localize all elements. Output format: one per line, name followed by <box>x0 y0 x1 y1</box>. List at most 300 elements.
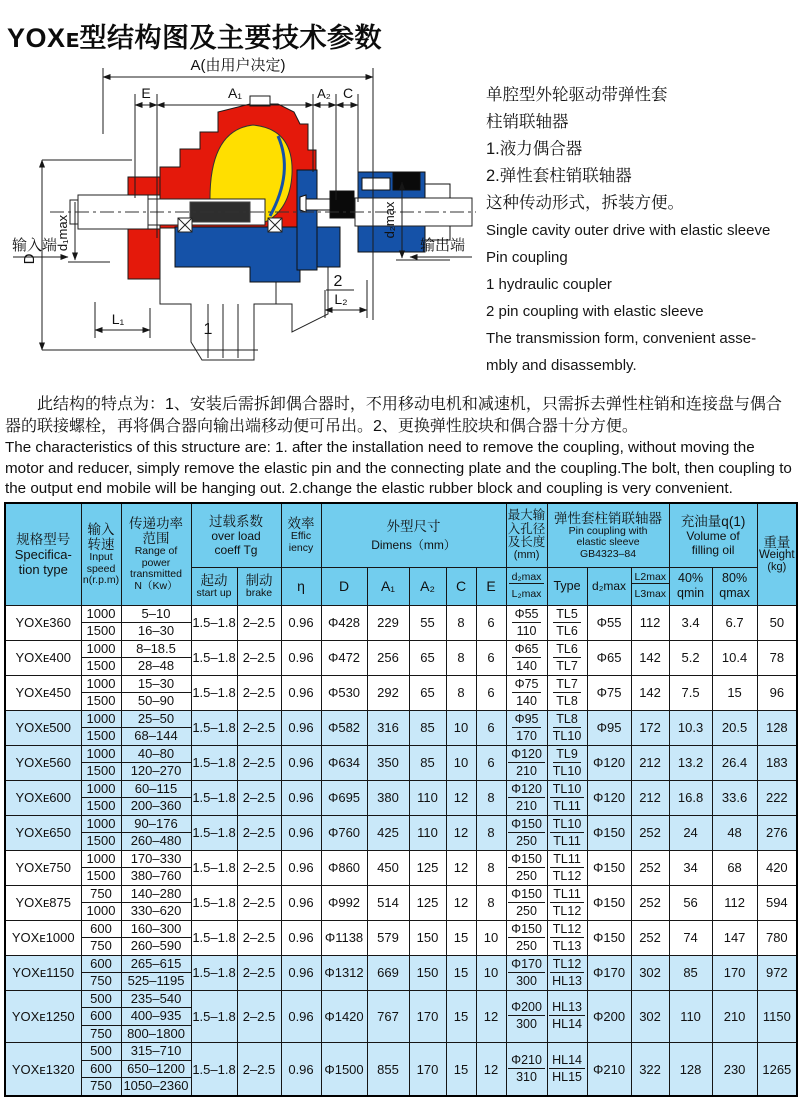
cell-dim-D: Φ428 <box>321 605 367 640</box>
power-range-value: 380–760 <box>122 867 191 885</box>
cell-oil-40: 128 <box>669 1043 712 1096</box>
cell-oil-80: 20.5 <box>712 710 757 745</box>
table-row <box>5 640 797 675</box>
power-range-value: 50–90 <box>122 692 191 710</box>
cell-efficiency: 0.96 <box>281 745 321 780</box>
col-weight: 重量 Weight (kg) <box>757 503 797 605</box>
cell-pin-d2max: Φ150 <box>587 815 631 850</box>
cell-powers <box>121 1043 191 1096</box>
cell-dim-C: 10 <box>446 745 476 780</box>
power-range-value: 140–280 <box>130 885 182 901</box>
cell-bore: Φ120 210 <box>506 780 547 815</box>
col-speed: 输入 转速 Input speed n(r.p.m) <box>81 503 121 605</box>
cell-speeds <box>81 850 121 885</box>
cell-pin-d2max: Φ150 <box>587 885 631 920</box>
cell-model: YOXᴇ560 <box>5 745 81 780</box>
power-range-value: 400–935 <box>122 1007 191 1025</box>
power-range-value: 16–30 <box>122 622 191 640</box>
cell-speeds <box>81 745 121 780</box>
cell-pin-d2max: Φ95 <box>587 710 631 745</box>
cell-dim-E: 8 <box>476 815 506 850</box>
cell-pin-l: 212 <box>631 745 669 780</box>
table-row <box>5 990 797 1043</box>
speed-value: 600 <box>82 1060 121 1078</box>
cell-pin-d2max: Φ150 <box>587 850 631 885</box>
cell-dim-A2: 110 <box>409 815 446 850</box>
col-D: D <box>321 567 367 605</box>
cell-pin-d2max: Φ210 <box>587 1043 631 1096</box>
cell-efficiency: 0.96 <box>281 955 321 990</box>
cell-start-coeff: 1.5–1.8 <box>191 605 237 640</box>
table-row <box>5 885 797 920</box>
structure-diagram <box>10 52 482 398</box>
cell-weight: 222 <box>757 780 797 815</box>
speed-value: 1500 <box>82 797 121 815</box>
power-range-value: 28–48 <box>122 657 191 675</box>
cell-bore: Φ120 210 <box>506 745 547 780</box>
cell-dim-A1: 855 <box>367 1043 409 1096</box>
cell-oil-40: 7.5 <box>669 675 712 710</box>
cell-dim-D: Φ1420 <box>321 990 367 1043</box>
coupling-cross-section <box>10 52 482 398</box>
cell-dim-E: 10 <box>476 920 506 955</box>
col-bore: 最大输 入孔径 及长度 (mm) <box>506 503 547 567</box>
cell-dim-C: 8 <box>446 675 476 710</box>
cell-model: YOXᴇ600 <box>5 780 81 815</box>
cell-dim-A2: 110 <box>409 780 446 815</box>
side-note-line: Single cavity outer drive with elastic sleeve <box>486 222 771 239</box>
cell-pin-d2max: Φ200 <box>587 990 631 1043</box>
cell-efficiency: 0.96 <box>281 850 321 885</box>
cell-oil-80: 170 <box>712 955 757 990</box>
power-range-value: 68–144 <box>122 727 191 745</box>
table-row <box>5 780 797 815</box>
cell-brake-coeff: 2–2.5 <box>237 605 281 640</box>
table-row <box>5 815 797 850</box>
cell-dim-A2: 125 <box>409 850 446 885</box>
table-row <box>5 675 797 710</box>
cell-speeds <box>81 920 121 955</box>
power-range-value: 1050–2360 <box>123 1078 189 1094</box>
speed-value: 1500 <box>82 727 121 745</box>
cell-pin-type: TL6 TL7 <box>547 640 587 675</box>
cell-pin-type: TL11 TL12 <box>547 885 587 920</box>
cell-pin-l: 142 <box>631 640 669 675</box>
cell-start-coeff: 1.5–1.8 <box>191 1043 237 1096</box>
cell-weight: 780 <box>757 920 797 955</box>
cell-dim-A2: 85 <box>409 745 446 780</box>
cell-powers <box>121 850 191 885</box>
cell-oil-40: 10.3 <box>669 710 712 745</box>
cell-dim-A2: 170 <box>409 1043 446 1096</box>
cell-speeds <box>81 815 121 850</box>
cell-pin-l: 112 <box>631 605 669 640</box>
speed-value: 750 <box>82 1025 121 1043</box>
speed-value: 1000 <box>86 675 116 691</box>
cell-dim-A1: 380 <box>367 780 409 815</box>
power-range-value: 265–615 <box>130 955 182 971</box>
cell-model: YOXᴇ400 <box>5 640 81 675</box>
features-paragraph <box>5 394 797 500</box>
cell-dim-E: 6 <box>476 710 506 745</box>
cell-brake-coeff: 2–2.5 <box>237 955 281 990</box>
cell-dim-A2: 65 <box>409 640 446 675</box>
col-pin-coupling: 弹性套柱销联轴器 Pin coupling with elastic sleeve GB4323–84 <box>547 503 669 567</box>
cell-powers <box>121 815 191 850</box>
cell-model: YOXᴇ1150 <box>5 955 81 990</box>
cell-speeds <box>81 640 121 675</box>
cell-oil-80: 147 <box>712 920 757 955</box>
power-range-value: 160–300 <box>130 920 182 936</box>
cell-oil-80: 10.4 <box>712 640 757 675</box>
cell-pin-type: TL8 TL10 <box>547 710 587 745</box>
cell-pin-l: 172 <box>631 710 669 745</box>
cell-start-coeff: 1.5–1.8 <box>191 990 237 1043</box>
cell-dim-D: Φ472 <box>321 640 367 675</box>
cell-brake-coeff: 2–2.5 <box>237 745 281 780</box>
cell-start-coeff: 1.5–1.8 <box>191 885 237 920</box>
cell-dim-C: 12 <box>446 780 476 815</box>
cell-speeds <box>81 605 121 640</box>
cell-bore: Φ150 250 <box>506 920 547 955</box>
col-bore-frac: d₂max L₂max <box>506 567 547 605</box>
power-range-value: 5–10 <box>141 605 171 621</box>
cell-pin-d2max: Φ55 <box>587 605 631 640</box>
cell-dim-A2: 125 <box>409 885 446 920</box>
speed-value: 1000 <box>86 745 116 761</box>
cell-oil-40: 56 <box>669 885 712 920</box>
col-efficiency: 效率 Effic iency <box>281 503 321 567</box>
side-note-line: Pin coupling <box>486 249 568 266</box>
cell-pin-l: 252 <box>631 920 669 955</box>
col-A2: A₂ <box>409 567 446 605</box>
cell-dim-C: 12 <box>446 850 476 885</box>
speed-value: 1000 <box>82 902 121 920</box>
cell-pin-type: HL14 HL15 <box>547 1043 587 1096</box>
cell-weight: 594 <box>757 885 797 920</box>
cell-dim-A2: 55 <box>409 605 446 640</box>
cell-brake-coeff: 2–2.5 <box>237 815 281 850</box>
cell-powers <box>121 745 191 780</box>
page-title: YOXᴇ型结构图及主要技术参数 <box>7 23 383 53</box>
cell-dim-D: Φ992 <box>321 885 367 920</box>
power-range-value: 40–80 <box>137 745 175 761</box>
cell-start-coeff: 1.5–1.8 <box>191 710 237 745</box>
cell-dim-C: 12 <box>446 885 476 920</box>
cell-start-coeff: 1.5–1.8 <box>191 780 237 815</box>
cell-dim-A2: 150 <box>409 955 446 990</box>
cell-pin-l: 212 <box>631 780 669 815</box>
speed-value: 1000 <box>86 605 116 621</box>
cell-dim-D: Φ1138 <box>321 920 367 955</box>
cell-speeds <box>81 990 121 1043</box>
features-en: The characteristics of this structure are: 1. after the installation need to remove the coupling, without moving the motor and reducer, simply remove the elastic pin and the connecting plate and the coupling.The bolt, then coupling to the output end mobile will be hanging out. 2.change the elastic rubber block and coupling is very convenient. <box>5 439 792 497</box>
cell-pin-d2max: Φ150 <box>587 920 631 955</box>
dim-d1max-label: d₁max <box>55 214 70 252</box>
cell-efficiency: 0.96 <box>281 815 321 850</box>
speed-value: 1500 <box>82 657 121 675</box>
speed-value: 600 <box>82 1007 121 1025</box>
cell-efficiency: 0.96 <box>281 640 321 675</box>
cell-speeds <box>81 955 121 990</box>
cell-efficiency: 0.96 <box>281 1043 321 1096</box>
cell-dim-C: 15 <box>446 920 476 955</box>
cell-brake-coeff: 2–2.5 <box>237 675 281 710</box>
cell-dim-C: 8 <box>446 640 476 675</box>
speed-value: 600 <box>90 955 112 971</box>
speed-value: 1000 <box>86 640 116 656</box>
cell-dim-D: Φ1312 <box>321 955 367 990</box>
power-range-value: 650–1200 <box>122 1060 191 1078</box>
cell-pin-type: TL12 HL13 <box>547 955 587 990</box>
cell-oil-80: 210 <box>712 990 757 1043</box>
col-pin-l23: L2max L3max <box>631 567 669 605</box>
power-range-value: 8–18.5 <box>136 640 176 656</box>
cell-pin-type: TL12 TL13 <box>547 920 587 955</box>
cell-weight: 420 <box>757 850 797 885</box>
speed-value: 750 <box>82 972 121 990</box>
side-note-line: 1 hydraulic coupler <box>486 276 612 293</box>
cell-dim-E: 6 <box>476 605 506 640</box>
table-row <box>5 1043 797 1096</box>
cell-powers <box>121 990 191 1043</box>
cell-model: YOXᴇ875 <box>5 885 81 920</box>
cell-powers <box>121 885 191 920</box>
side-note-line: 1.液力偶合器 <box>486 140 583 158</box>
cell-pin-l: 322 <box>631 1043 669 1096</box>
cell-brake-coeff: 2–2.5 <box>237 1043 281 1096</box>
cell-weight: 276 <box>757 815 797 850</box>
cell-dim-C: 15 <box>446 1043 476 1096</box>
cell-oil-40: 34 <box>669 850 712 885</box>
cell-speeds <box>81 1043 121 1096</box>
power-range-value: 800–1800 <box>122 1025 191 1043</box>
features-zh: 此结构的特点为：1、安装后需拆卸偶合器时，不用移动电机和减速机，只需拆去弹性柱销和连接盘与偶合器的联接螺栓，再将偶合器向输出端移动便可吊出。2、更换弹性胶块和偶合器十分方便。 <box>5 396 782 435</box>
col-pin-d2: d₂max <box>587 567 631 605</box>
cell-weight: 183 <box>757 745 797 780</box>
cell-dim-D: Φ1500 <box>321 1043 367 1096</box>
table-header <box>5 503 797 605</box>
dim-d2max-label: d₂max <box>382 201 397 239</box>
cell-model: YOXᴇ360 <box>5 605 81 640</box>
cell-dim-E: 6 <box>476 745 506 780</box>
side-note-line: The transmission form, convenient asse- <box>486 330 757 347</box>
cell-pin-d2max: Φ75 <box>587 675 631 710</box>
cell-powers <box>121 675 191 710</box>
speed-value: 1000 <box>86 780 116 796</box>
cell-dim-A1: 514 <box>367 885 409 920</box>
cell-efficiency: 0.96 <box>281 605 321 640</box>
side-note-line: 柱销联轴器 <box>486 113 569 131</box>
cell-brake-coeff: 2–2.5 <box>237 885 281 920</box>
power-range-value: 25–50 <box>137 710 175 726</box>
cell-oil-80: 15 <box>712 675 757 710</box>
cell-dim-E: 8 <box>476 780 506 815</box>
cell-pin-d2max: Φ120 <box>587 745 631 780</box>
table-row <box>5 920 797 955</box>
speed-value: 1500 <box>82 762 121 780</box>
cell-model: YOXᴇ1000 <box>5 920 81 955</box>
cell-pin-type: TL11 TL12 <box>547 850 587 885</box>
cell-model: YOXᴇ1250 <box>5 990 81 1043</box>
cell-bore: Φ55 110 <box>506 605 547 640</box>
cell-oil-80: 68 <box>712 850 757 885</box>
power-range-value: 15–30 <box>137 675 175 691</box>
speed-value: 500 <box>90 1043 112 1059</box>
table-row <box>5 745 797 780</box>
cell-dim-C: 12 <box>446 815 476 850</box>
cell-bore: Φ95 170 <box>506 710 547 745</box>
col-eta: η <box>281 567 321 605</box>
specification-table <box>4 502 798 1097</box>
cell-brake-coeff: 2–2.5 <box>237 990 281 1043</box>
cell-pin-l: 252 <box>631 815 669 850</box>
power-range-value: 60–115 <box>134 780 178 796</box>
cell-dim-A1: 669 <box>367 955 409 990</box>
cell-oil-40: 13.2 <box>669 745 712 780</box>
speed-value: 1000 <box>86 710 116 726</box>
cell-dim-A2: 85 <box>409 710 446 745</box>
col-overload: 过载系数 over load coeff Tg <box>191 503 281 567</box>
cell-oil-80: 6.7 <box>712 605 757 640</box>
cell-efficiency: 0.96 <box>281 885 321 920</box>
col-dimensions: 外型尺寸 Dimens（mm） <box>321 503 506 567</box>
cell-speeds <box>81 710 121 745</box>
cell-oil-40: 16.8 <box>669 780 712 815</box>
cell-bore: Φ200 300 <box>506 990 547 1043</box>
dim-d-label: D <box>21 253 38 265</box>
table-row <box>5 955 797 990</box>
cell-dim-E: 6 <box>476 675 506 710</box>
side-note-line: 2 pin coupling with elastic sleeve <box>486 303 704 320</box>
cell-dim-A1: 316 <box>367 710 409 745</box>
cell-start-coeff: 1.5–1.8 <box>191 675 237 710</box>
cell-model: YOXᴇ1320 <box>5 1043 81 1096</box>
cell-dim-A2: 65 <box>409 675 446 710</box>
speed-value: 750 <box>90 885 112 901</box>
part-2-label: 2 <box>333 273 343 290</box>
cell-weight: 972 <box>757 955 797 990</box>
speed-value: 750 <box>82 1077 121 1095</box>
speed-value: 600 <box>90 920 112 936</box>
speed-value: 750 <box>82 937 121 955</box>
cell-dim-D: Φ530 <box>321 675 367 710</box>
cell-pin-l: 302 <box>631 990 669 1043</box>
cell-powers <box>121 955 191 990</box>
cell-start-coeff: 1.5–1.8 <box>191 815 237 850</box>
speed-value: 1500 <box>82 692 121 710</box>
cell-weight: 1265 <box>757 1043 797 1096</box>
cell-model: YOXᴇ650 <box>5 815 81 850</box>
col-brake: 制动 brake <box>237 567 281 605</box>
cell-dim-E: 12 <box>476 1043 506 1096</box>
cell-start-coeff: 1.5–1.8 <box>191 920 237 955</box>
cell-dim-A1: 229 <box>367 605 409 640</box>
col-type: Type <box>547 567 587 605</box>
cell-dim-A1: 767 <box>367 990 409 1043</box>
cell-model: YOXᴇ450 <box>5 675 81 710</box>
spec-table-body <box>5 605 797 1096</box>
cell-oil-40: 85 <box>669 955 712 990</box>
cell-oil-80: 230 <box>712 1043 757 1096</box>
cell-efficiency: 0.96 <box>281 675 321 710</box>
cell-dim-E: 8 <box>476 885 506 920</box>
side-note-line: 2.弹性套柱销联轴器 <box>486 167 632 185</box>
input-end-label: 输入端 <box>12 237 58 254</box>
power-range-value: 170–330 <box>130 850 182 866</box>
cell-dim-A2: 170 <box>409 990 446 1043</box>
cell-bore: Φ170 300 <box>506 955 547 990</box>
cell-powers <box>121 710 191 745</box>
speed-value: 1500 <box>82 867 121 885</box>
speed-value: 500 <box>90 990 112 1006</box>
cell-powers <box>121 605 191 640</box>
power-range-value: 90–176 <box>134 815 178 831</box>
col-power: 传递功率 范围 Range of power transmitted N（Kw） <box>121 503 191 605</box>
cell-efficiency: 0.96 <box>281 780 321 815</box>
cell-pin-type: TL10 TL11 <box>547 780 587 815</box>
cell-pin-d2max: Φ120 <box>587 780 631 815</box>
cell-brake-coeff: 2–2.5 <box>237 850 281 885</box>
power-range-value: 260–590 <box>122 937 191 955</box>
cell-pin-d2max: Φ170 <box>587 955 631 990</box>
cell-start-coeff: 1.5–1.8 <box>191 640 237 675</box>
part-1-label: 1 <box>203 321 213 338</box>
cell-pin-l: 252 <box>631 885 669 920</box>
cell-oil-40: 5.2 <box>669 640 712 675</box>
cell-pin-type: TL10 TL11 <box>547 815 587 850</box>
dim-a2-label: A₂ <box>317 86 331 101</box>
col-start: 起动 start up <box>191 567 237 605</box>
power-range-value: 260–480 <box>122 832 191 850</box>
cell-start-coeff: 1.5–1.8 <box>191 745 237 780</box>
dim-a1-label: A₁ <box>227 85 243 101</box>
col-q80: 80% qmax <box>712 567 757 605</box>
speed-value: 1500 <box>82 622 121 640</box>
table-row <box>5 710 797 745</box>
side-note-line: 这种传动形式，拆装方便。 <box>486 194 684 212</box>
col-C: C <box>446 567 476 605</box>
cell-pin-l: 252 <box>631 850 669 885</box>
spec-table <box>4 502 798 1097</box>
col-A1: A₁ <box>367 567 409 605</box>
cell-bore: Φ210 310 <box>506 1043 547 1096</box>
col-q40: 40% qmin <box>669 567 712 605</box>
cell-bore: Φ150 250 <box>506 815 547 850</box>
cell-oil-40: 24 <box>669 815 712 850</box>
cell-start-coeff: 1.5–1.8 <box>191 850 237 885</box>
cell-powers <box>121 780 191 815</box>
cell-oil-80: 26.4 <box>712 745 757 780</box>
cell-weight: 50 <box>757 605 797 640</box>
cell-dim-C: 8 <box>446 605 476 640</box>
cell-bore: Φ75 140 <box>506 675 547 710</box>
cell-dim-C: 15 <box>446 955 476 990</box>
speed-value: 1000 <box>86 850 116 866</box>
cell-efficiency: 0.96 <box>281 920 321 955</box>
cell-pin-type: TL7 TL8 <box>547 675 587 710</box>
cell-bore: Φ65 140 <box>506 640 547 675</box>
dim-l1-label: L₁ <box>111 311 125 327</box>
power-range-value: 330–620 <box>122 902 191 920</box>
cell-dim-A2: 150 <box>409 920 446 955</box>
cell-speeds <box>81 885 121 920</box>
col-oil-volume: 充油量q(1) Volume of filling oil <box>669 503 757 567</box>
cell-brake-coeff: 2–2.5 <box>237 640 281 675</box>
side-note-line: mbly and disassembly. <box>486 357 637 374</box>
col-E: E <box>476 567 506 605</box>
cell-dim-D: Φ760 <box>321 815 367 850</box>
